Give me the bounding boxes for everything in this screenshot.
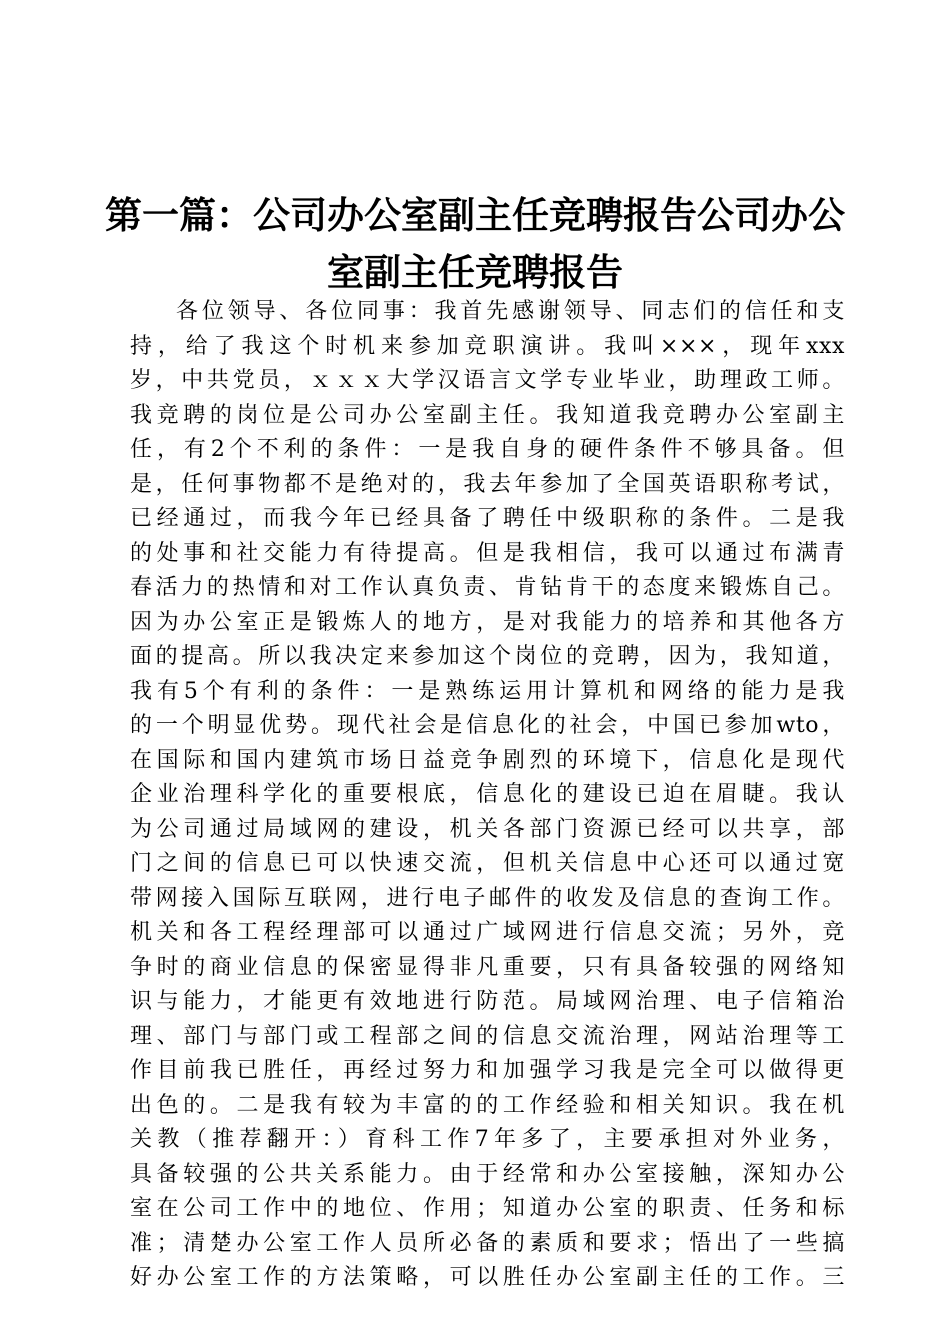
body-line: 在国际和国内建筑市场日益竞争剧烈的环境下，信息化是现代: [130, 747, 845, 773]
body-line: 准；清楚办公室工作人员所必备的素质和要求；悟出了一些搞: [130, 1230, 845, 1256]
body-line: 持，给了我这个时机来参加竞职演讲。我叫×××，现年xxx: [130, 333, 845, 359]
body-line: 关教（推荐翻开：）育科工作7年多了，主要承担对外业务，: [130, 1127, 845, 1152]
body-line: 具备较强的公共关系能力。由于经常和办公室接触，深知办公: [130, 1161, 845, 1187]
body-line: 识与能力，才能更有效地进行防范。局域网治理、电子信箱治: [130, 989, 845, 1014]
body-line: 的一个明显优势。现代社会是信息化的社会，中国已参加wto，: [130, 713, 845, 738]
body-line: 任，有2个不利的条件：一是我自身的硬件条件不够具备。但: [130, 437, 845, 462]
body-line: 面的提高。所以我决定来参加这个岗位的竞聘，因为，我知道，: [130, 644, 845, 669]
body-line: 春活力的热情和对工作认真负责、肯钻肯干的态度来锻炼自己。: [130, 575, 845, 600]
body-line: 企业治理科学化的重要根底，信息化的建设已迫在眉睫。我认: [130, 782, 845, 807]
body-line: 是，任何事物都不是绝对的，我去年参加了全国英语职称考试，: [130, 471, 845, 497]
body-line: 我有5个有利的条件：一是熟练运用计算机和网络的能力是我: [130, 678, 845, 704]
body-line: 我竞聘的岗位是公司办公室副主任。我知道我竞聘办公室副主: [130, 402, 845, 428]
body-line: 岁，中共党员，ｘｘｘ大学汉语言文学专业毕业，助理政工师。: [130, 368, 845, 393]
body-line: 理、部门与部门或工程部之间的信息交流治理，网站治理等工: [130, 1023, 845, 1049]
document-title-line-2: 室副主任竞聘报告: [327, 250, 623, 294]
document-title-line-1: 第一篇：公司办公室副主任竞聘报告公司办公: [105, 193, 845, 237]
body-line: 机关和各工程经理部可以通过广域网进行信息交流；另外，竞: [130, 920, 845, 945]
body-line: 出色的。二是我有较为丰富的的工作经验和相关知识。我在机: [130, 1092, 845, 1118]
body-line: 作目前我已胜任，再经过努力和加强学习我是完全可以做得更: [130, 1058, 845, 1083]
body-line: 各位领导、各位同事：我首先感谢领导、同志们的信任和支: [176, 299, 845, 324]
body-line: 已经通过，而我今年已经具备了聘任中级职称的条件。二是我: [130, 506, 845, 531]
document-body: [130, 295, 845, 1296]
body-line: 为公司通过局域网的建设，机关各部门资源已经可以共享，部: [130, 816, 845, 842]
body-line: 争时的商业信息的保密显得非凡重要，只有具备较强的网络知: [130, 954, 845, 980]
body-line: 带网接入国际互联网，进行电子邮件的收发及信息的查询工作。: [130, 885, 845, 911]
body-line: 因为办公室正是锻炼人的地方，是对我能力的培养和其他各方: [130, 609, 845, 635]
body-line: 室在公司工作中的地位、作用；知道办公室的职责、任务和标: [130, 1196, 845, 1221]
body-line: 好办公室工作的方法策略，可以胜任办公室副主任的工作。三: [130, 1265, 845, 1290]
body-line: 的处事和社交能力有待提高。但是我相信，我可以通过布满青: [130, 540, 845, 566]
body-line: 门之间的信息已可以快速交流，但机关信息中心还可以通过宽: [130, 851, 845, 876]
